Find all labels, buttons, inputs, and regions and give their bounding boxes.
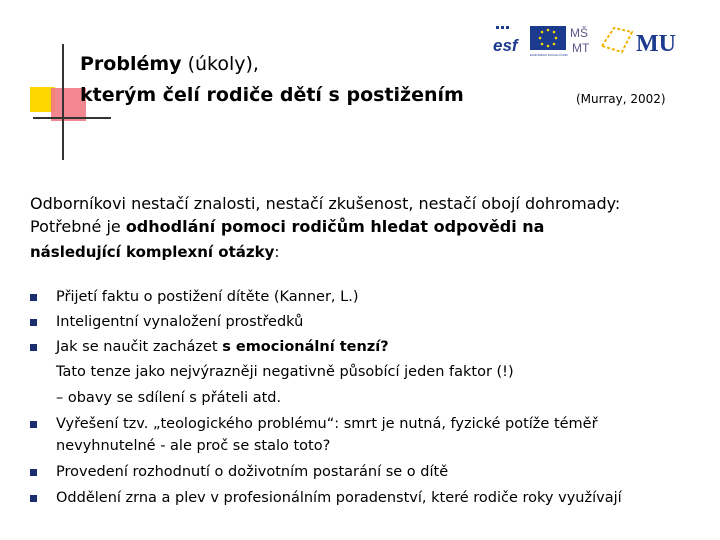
esf-logo: [493, 26, 520, 55]
slide-title-line2: kterým čelí rodiče dětí s postižením: [80, 84, 464, 106]
list-item: [56, 339, 389, 356]
list-item: Přijetí faktu o postižení dítěte (Kanner, L.): [56, 289, 359, 305]
eu-caption: EUROPEAN SOCIAL FUND: [530, 53, 568, 57]
bullet-marker: [30, 344, 37, 351]
bullet-marker: [30, 294, 37, 301]
list-item: Provedení rozhodnutí o doživotním postarání se o dítě: [56, 464, 449, 480]
list-item: Vyřešení tzv. „teologického problému“: smrt je nutná, fyzické potíže téměř: [56, 416, 598, 432]
op-logo: [602, 28, 632, 52]
eu-flag-logo: [530, 26, 569, 57]
msmt-logo: [570, 25, 590, 55]
citation: (Murray, 2002): [576, 92, 666, 106]
intro-line-3: [30, 243, 279, 261]
intro-line-2-plain: Potřebné je: [30, 217, 126, 236]
title-rest: (úkoly),: [181, 53, 259, 75]
list-item-continuation: nevyhnutelné - ale proč se stalo toto?: [56, 438, 331, 454]
decor-vertical-line: [62, 44, 64, 160]
list-item: Oddělení zrna a plev v profesionálním poradenství, které rodiče roky využívají: [56, 490, 622, 506]
bullet-marker: [30, 495, 37, 502]
mu-text: MU: [636, 31, 676, 57]
msmt-bottom: MT: [572, 41, 590, 55]
bullet-marker: [30, 319, 37, 326]
list-item-plain: Jak se naučit zacházet: [56, 339, 223, 355]
title-bold-word: Problémy: [80, 53, 182, 75]
sponsor-logos: [490, 22, 676, 58]
list-item-continuation: Tato tenze jako nejvýrazněji negativně působící jeden faktor (!): [56, 364, 514, 380]
bullet-marker: [30, 421, 37, 428]
intro-line-2: [30, 217, 544, 237]
intro-line-3-rest: :: [274, 243, 280, 261]
list-item-bold: s emocionální tenzí?: [222, 339, 389, 355]
intro-line-2-bold: odhodlání pomoci rodičům hledat odpovědi na: [125, 217, 545, 236]
list-item-continuation: – obavy se sdílení s přáteli atd.: [56, 390, 282, 406]
slide-title-line1: [80, 52, 259, 76]
msmt-top: MŠ: [570, 26, 588, 40]
decor-horizontal-line: [33, 117, 111, 119]
intro-line-3-bold: následující komplexní otázky: [30, 243, 275, 261]
list-item: Inteligentní vynaložení prostředků: [56, 314, 304, 330]
intro-line-1: Odborníkovi nestačí znalosti, nestačí zkušenost, nestačí obojí dohromady:: [30, 194, 621, 213]
esf-text: esf: [493, 36, 518, 55]
mu-logo: [636, 31, 676, 57]
bullet-marker: [30, 469, 37, 476]
